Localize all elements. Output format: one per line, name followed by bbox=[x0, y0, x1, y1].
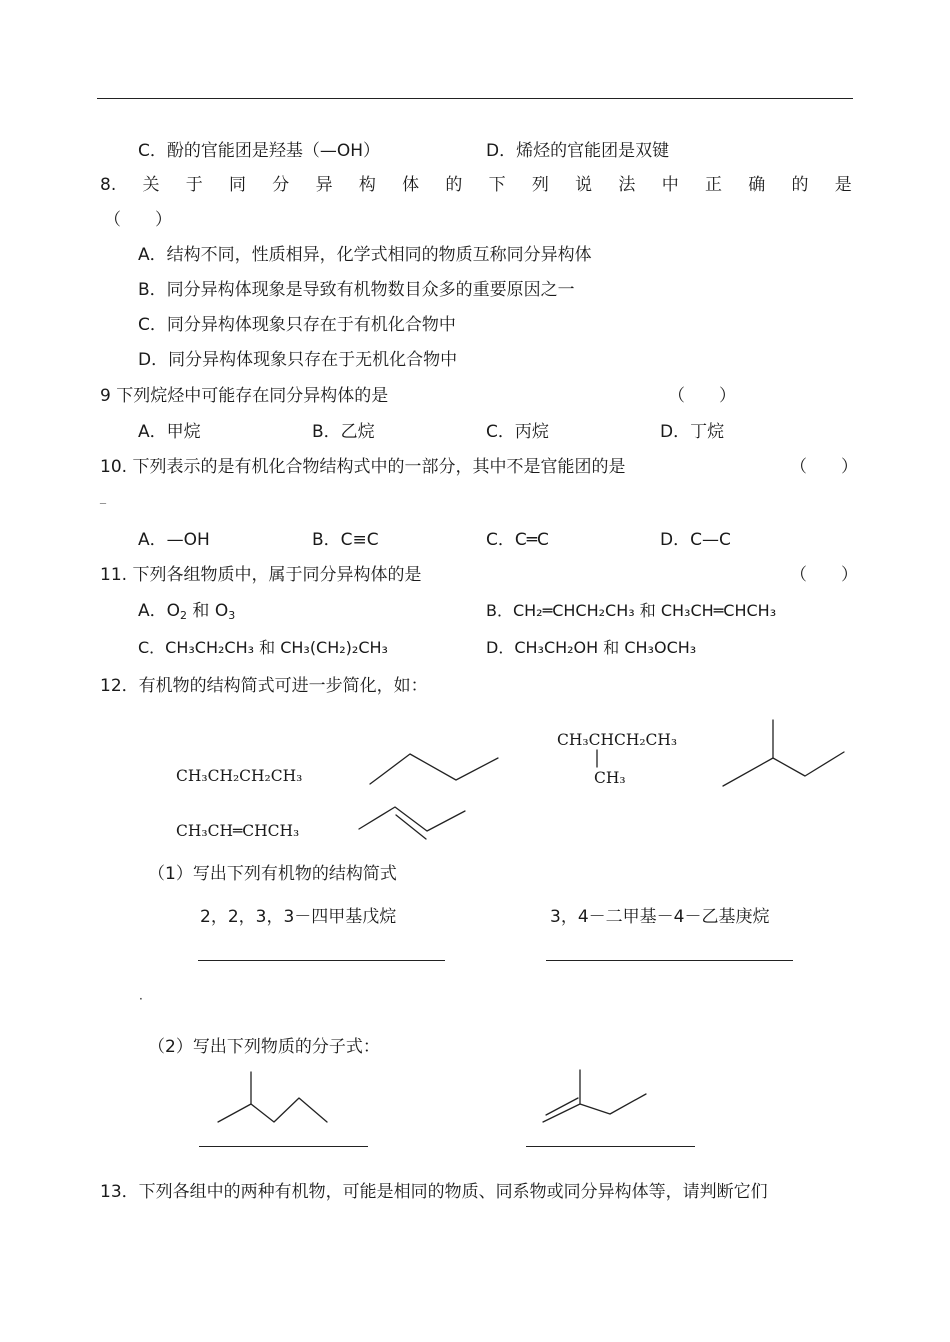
header-rule bbox=[97, 98, 853, 99]
q12-name-2: 3，4－二甲基－4－乙基庚烷 bbox=[550, 907, 770, 927]
q12-example-isopentane-branch: CH₃ bbox=[594, 769, 626, 787]
q7-option-d: D．烯烃的官能团是双键 bbox=[486, 141, 670, 161]
q11-option-c: C．CH₃CH₂CH₃ 和 CH₃(CH₂)₂CH₃ bbox=[138, 638, 388, 657]
q12-answer-blank-2[interactable] bbox=[546, 960, 793, 961]
q8-option-d: D．同分异构体现象只存在于无机化合物中 bbox=[138, 350, 458, 370]
q12-example-butane-formula: CH₃CH₂CH₂CH₃ bbox=[176, 767, 303, 785]
q12-isopentane-branch-bond bbox=[594, 749, 600, 769]
q10-option-c: C．C═C bbox=[486, 530, 549, 550]
q11-stem: 11. 下列各组物质中，属于同分异构体的是 bbox=[100, 565, 422, 585]
q10-option-d: D．C—C bbox=[660, 530, 731, 550]
q9-option-d: D．丁烷 bbox=[660, 422, 725, 442]
q12-2-methylpentane-skeletal bbox=[215, 1070, 331, 1126]
q10-option-a: A．—OH bbox=[138, 530, 210, 550]
q12-example-butene-formula: CH₃CH═CHCH₃ bbox=[176, 822, 300, 840]
q12-dot-mark: · bbox=[139, 992, 143, 1006]
q10-stem: 10. 下列表示的是有机化合物结构式中的一部分，其中不是官能团的是 bbox=[100, 457, 626, 477]
q8-stem: 8. 关 于 同 分 异 构 体 的 下 列 说 法 中 正 确 的 是 bbox=[100, 175, 852, 195]
q12-example-isopentane-main: CH₃CHCH₂CH₃ bbox=[557, 731, 678, 749]
q12-part1-label: （1）写出下列有机物的结构简式 bbox=[148, 864, 397, 884]
q10-paren: （ ） bbox=[790, 457, 858, 477]
q8-option-b: B．同分异构体现象是导致有机物数目众多的重要原因之一 bbox=[138, 280, 575, 300]
q12-isopentane-skeletal bbox=[720, 718, 848, 790]
q9-option-b: B．乙烷 bbox=[312, 422, 375, 442]
q9-stem: 9 下列烷烃中可能存在同分异构体的是 bbox=[100, 386, 389, 406]
q10-stray-mark: _ bbox=[100, 490, 106, 504]
q10-option-b: B．C≡C bbox=[312, 530, 379, 550]
q9-option-c: C．丙烷 bbox=[486, 422, 549, 442]
q12-answer-blank-1[interactable] bbox=[198, 960, 445, 961]
q12-stem: 12．有机物的结构简式可进一步简化，如： bbox=[100, 676, 428, 696]
q11-option-b: B．CH₂═CHCH₂CH₃ 和 CH₃CH═CHCH₃ bbox=[486, 601, 777, 620]
q11-option-d: D．CH₃CH₂OH 和 CH₃OCH₃ bbox=[486, 638, 697, 657]
q8-option-c: C．同分异构体现象只存在于有机化合物中 bbox=[138, 315, 456, 335]
q9-paren: （ ） bbox=[668, 386, 736, 406]
q12-answer-blank-3[interactable] bbox=[199, 1146, 368, 1147]
q12-name-1: 2，2，3，3－四甲基戊烷 bbox=[200, 907, 397, 927]
q8-paren: （ ） bbox=[104, 210, 172, 230]
q13-stem: 13．下列各组中的两种有机物，可能是相同的物质、同系物或同分异构体等，请判断它们 bbox=[100, 1182, 768, 1202]
q11-option-a: A．$O_2$ 和 $O_3$ bbox=[138, 601, 236, 622]
q7-option-c: C．酚的官能团是羟基（—OH） bbox=[138, 141, 381, 161]
q12-part2-label: （2）写出下列物质的分子式： bbox=[148, 1037, 380, 1057]
q9-option-a: A．甲烷 bbox=[138, 422, 201, 442]
q12-2-methyl-1-butene-skeletal bbox=[540, 1068, 650, 1126]
q12-butane-skeletal bbox=[368, 748, 500, 788]
q11-paren: （ ） bbox=[790, 565, 858, 585]
q8-option-a: A．结构不同，性质相异，化学式相同的物质互称同分异构体 bbox=[138, 245, 592, 265]
q12-answer-blank-4[interactable] bbox=[526, 1146, 695, 1147]
q12-butene-skeletal bbox=[357, 801, 469, 845]
